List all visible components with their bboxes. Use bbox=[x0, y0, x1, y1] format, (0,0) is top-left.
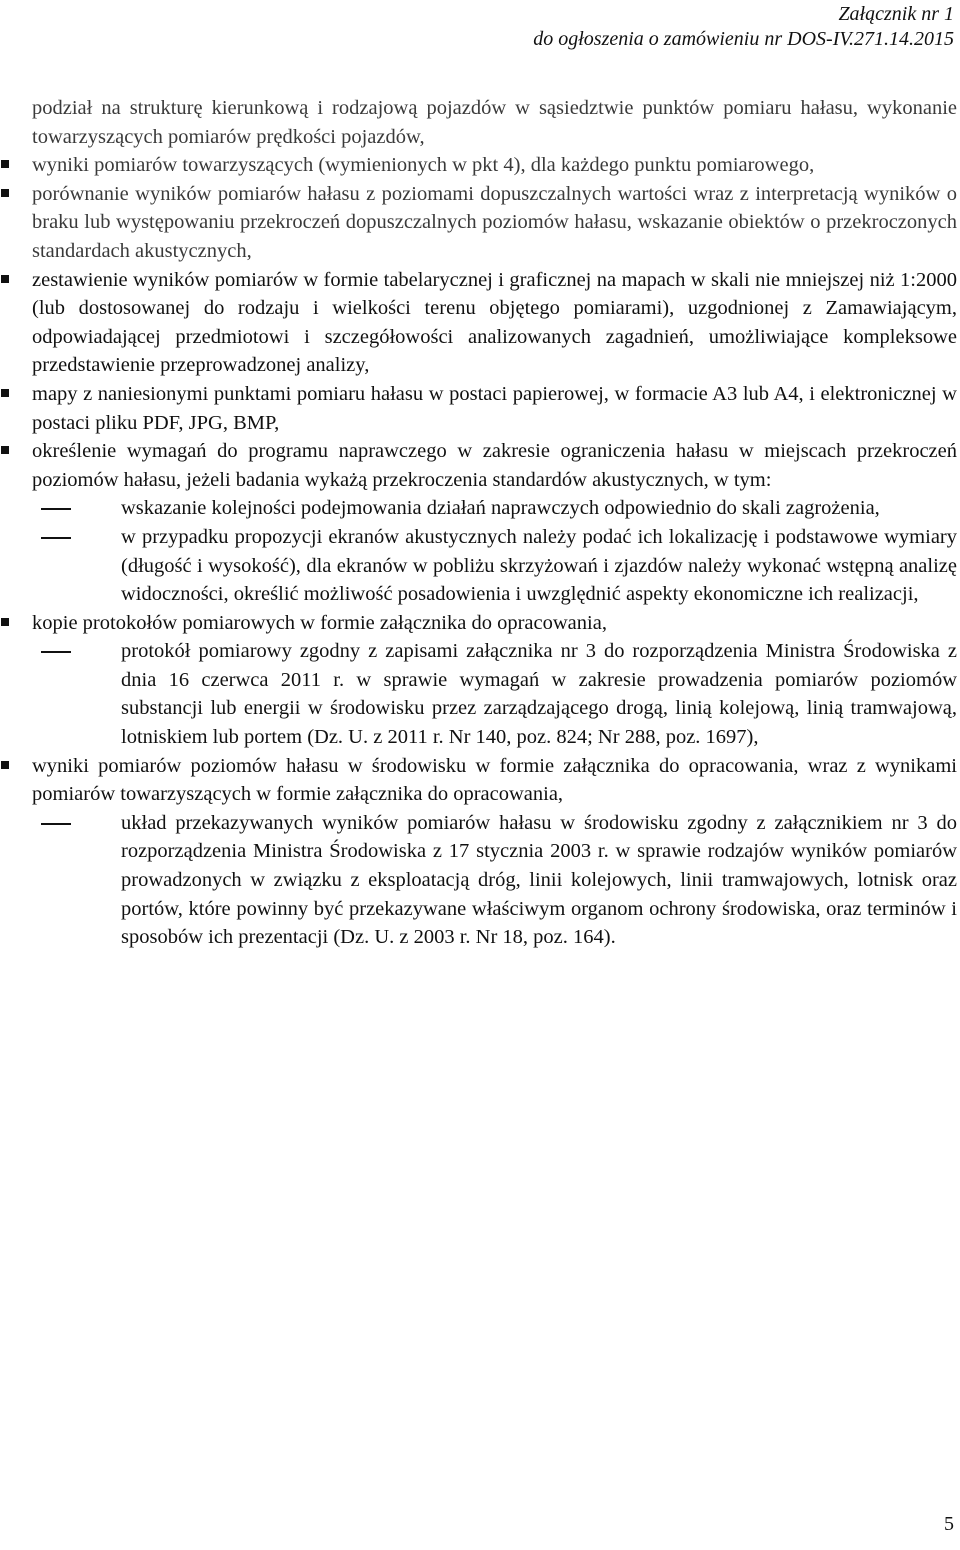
list-item-text: mapy z naniesionymi punktami pomiaru hałasu w postaci papierowej, w formacie A3 lub A4, i elektronicznej w postaci pliku PDF, JPG, BMP, bbox=[32, 382, 957, 434]
list-item-text: wyniki pomiarów poziomów hałasu w środowisku w formie załącznika do opracowania, wraz z wynikami pomiarów towarzyszących w formie załącznika do opracowania, bbox=[32, 754, 957, 806]
intro-paragraph: podział na strukturę kierunkową i rodzajową pojazdów w sąsiedztwie punktów pomiaru hałasu, wykonanie towarzyszących pomiarów prędkości pojazdów, bbox=[32, 97, 957, 148]
sub-list-item-text: protokół pomiarowy zgodny z zapisami załącznika nr 3 do rozporządzenia Ministra Środowiska z dnia 16 czerwca 2011 r. w sprawie wymagań w zakresie prowadzenia pomiarów poziomów substancji lub energii w środowisku przez zarządzającego drogą, linią kolejową, linią tramwajową, lotniskiem lub portem (Dz. U. z 2011 r. Nr 140, poz. 824; Nr 288, poz. 1697), bbox=[121, 640, 957, 749]
list-item-text: wyniki pomiarów towarzyszących (wymienionych w pkt 4), dla każdego punktu pomiarowego, bbox=[32, 154, 815, 177]
square-bullet-icon bbox=[1, 160, 9, 168]
sub-list-item-text: w przypadku propozycji ekranów akustycznych należy podać ich lokalizację i podstawowe wymiary (długość i wysokość), dla ekranów w pobliżu skrzyżowań i zjazdów należy wykonać wstępną analizę widoczności, określić możliwość posadowienia i uwzględnić aspekty ekonomiczne ich realizacji, bbox=[121, 525, 957, 606]
list-item-text: zestawienie wyników pomiarów w formie tabelarycznej i graficznej na mapach w skali nie mniejszej niż 1:2000 (lub dostosowanej do rodzaju i wielkości terenu objętego pomiarami), uzgodnionej z Zamawiającym, odpowiadającej przedmiotowi i szczegółowości analizowanych zagadnień, umożliwiające kompleksowe przedstawienie przeprowadzonej analizy, bbox=[32, 268, 957, 377]
list-item bbox=[32, 151, 957, 180]
list-item bbox=[32, 437, 957, 494]
list-item-text: określenie wymagań do programu naprawczego w zakresie ograniczenia hałasu w miejscach przekroczeń poziomów hałasu, jeżeli badania wykażą przekroczenia standardów akustycznych, w tym: bbox=[32, 440, 957, 491]
document-header bbox=[533, 2, 954, 52]
dash-bullet-icon bbox=[41, 537, 71, 539]
square-bullet-icon bbox=[1, 389, 9, 397]
dash-bullet-icon bbox=[41, 651, 71, 653]
square-bullet-icon bbox=[1, 446, 9, 454]
document-body bbox=[32, 94, 957, 952]
square-bullet-icon bbox=[1, 618, 9, 626]
list-item bbox=[32, 266, 957, 380]
sub-list-item bbox=[121, 637, 957, 751]
sub-list-item bbox=[121, 523, 957, 609]
dash-bullet-icon bbox=[41, 508, 71, 510]
square-bullet-icon bbox=[1, 275, 9, 283]
attachment-label: Załącznik nr 1 bbox=[838, 3, 954, 25]
sub-list-item-text: wskazanie kolejności podejmowania działań naprawczych odpowiednio do skali zagrożenia, bbox=[121, 497, 880, 520]
square-bullet-icon bbox=[1, 761, 9, 769]
sub-list-item-text: układ przekazywanych wyników pomiarów hałasu w środowisku zgodny z załącznikiem nr 3 do rozporządzenia Ministra Środowiska z 17 stycznia 2003 r. w sprawie rodzajów wyników pomiarów prowadzonych w związku z eksploatacją dróg, linii kolejowych, linii tramwajowych, lotnisk oraz portów, które powinny być przekazywane właściwym organom ochrony środowiska, oraz terminów i sposobów ich prezentacji (Dz. U. z 2003 r. Nr 18, poz. 164). bbox=[121, 811, 957, 949]
sub-list-item bbox=[121, 809, 957, 952]
list-item-text: kopie protokołów pomiarowych w formie załącznika do opracowania, bbox=[32, 611, 607, 634]
list-item bbox=[32, 180, 957, 266]
dash-bullet-icon bbox=[41, 823, 71, 825]
list-item bbox=[32, 380, 957, 437]
page-number: 5 bbox=[944, 1513, 954, 1535]
sub-list-item bbox=[121, 494, 957, 523]
list-item bbox=[32, 752, 957, 809]
list-item bbox=[32, 609, 957, 638]
list-item-text: porównanie wyników pomiarów hałasu z poziomami dopuszczalnych wartości wraz z interpretacją wyników o braku lub występowaniu przekroczeń dopuszczalnych poziomów hałasu, wskazanie obiektów o przekroczonych standardach akustycznych, bbox=[32, 182, 957, 262]
square-bullet-icon bbox=[1, 189, 9, 197]
announcement-reference: do ogłoszenia o zamówieniu nr DOS-IV.271.14.2015 bbox=[533, 28, 954, 50]
